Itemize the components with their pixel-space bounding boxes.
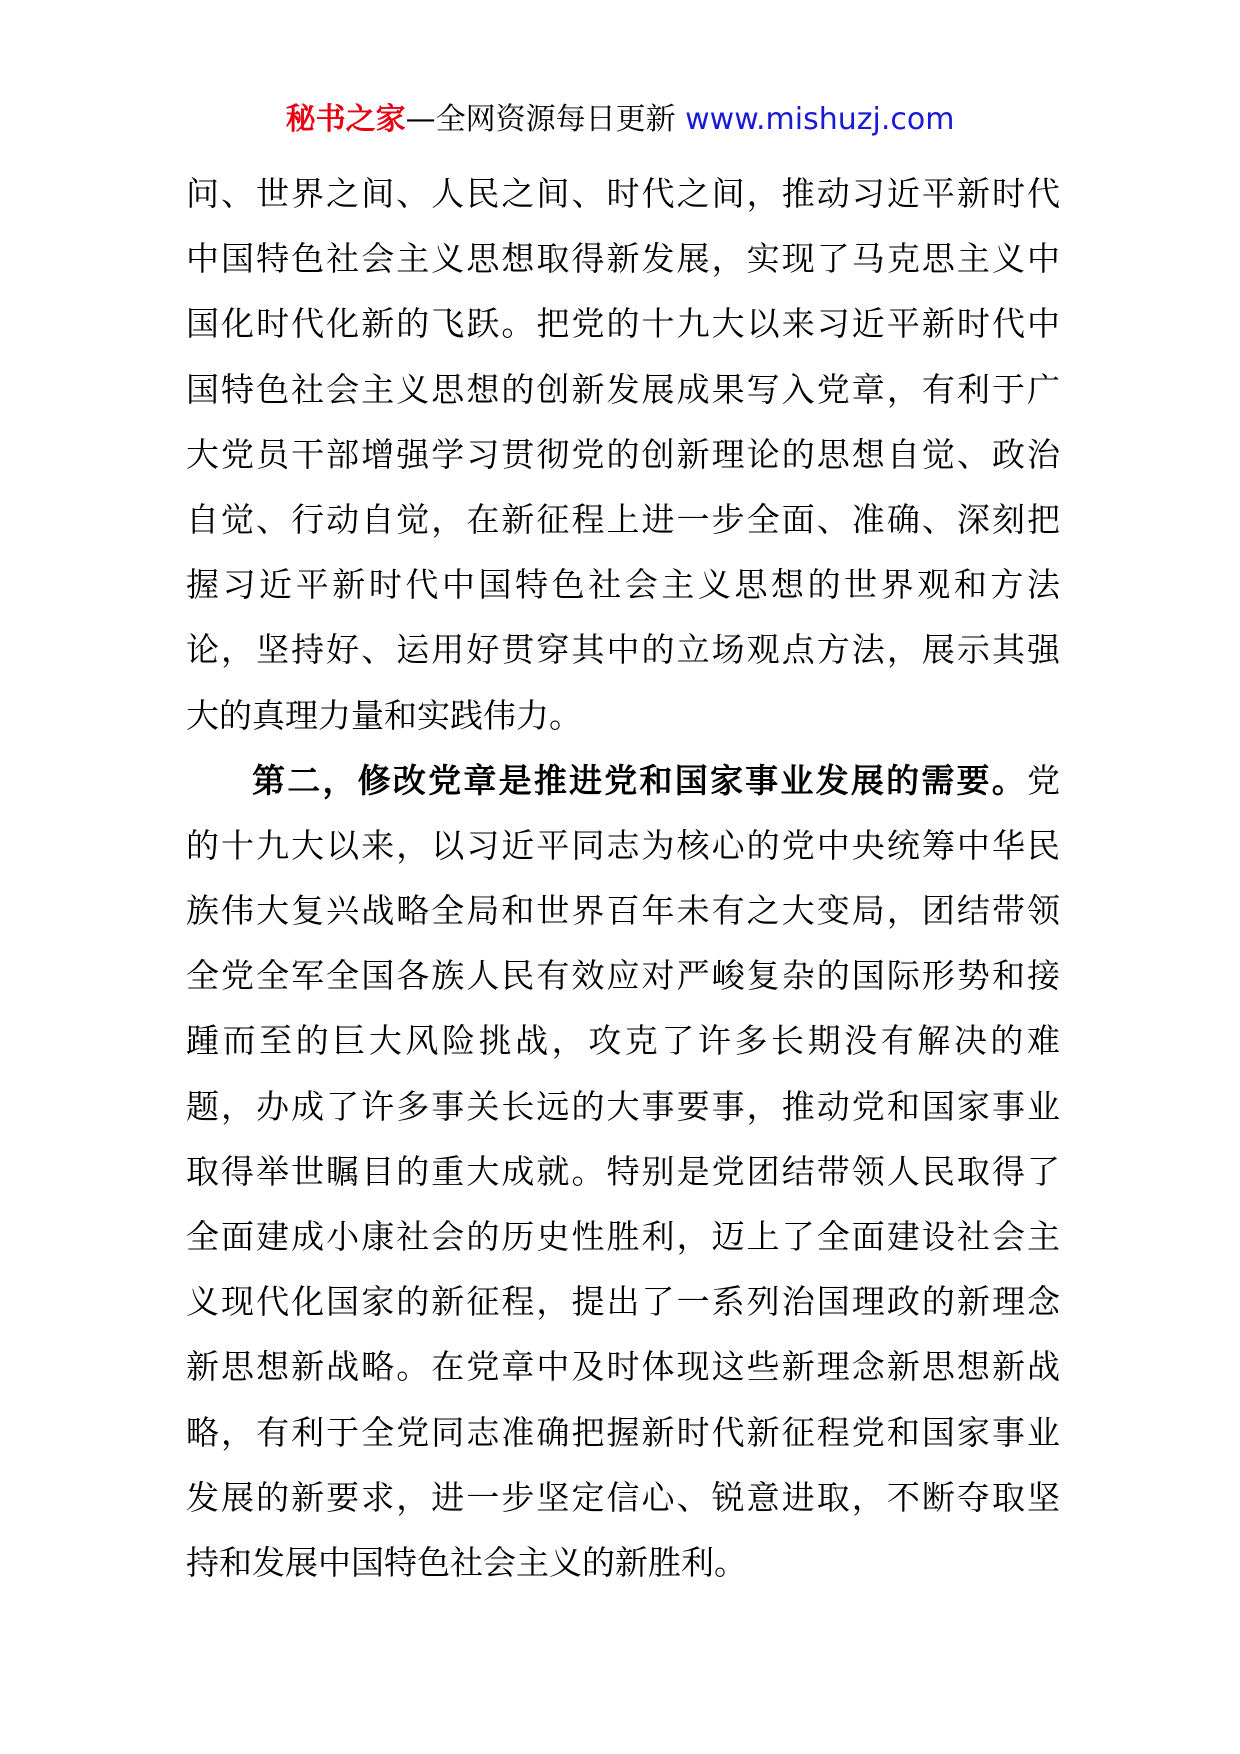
text-line: 族伟大复兴战略全局和世界百年未有之大变局，团结带领 bbox=[186, 891, 1060, 931]
text-line: 握习近平新时代中国特色社会主义思想的世界观和方法 bbox=[186, 565, 1060, 605]
text-line: 国化时代化新的飞跃。把党的十九大以来习近平新时代中 bbox=[186, 304, 1060, 344]
paragraph-1 bbox=[186, 161, 1060, 748]
text-line: 中国特色社会主义思想取得新发展，实现了马克思主义中 bbox=[186, 239, 1060, 279]
text-line: 大党员干部增强学习贯彻党的创新理论的思想自觉、政治 bbox=[186, 434, 1060, 474]
text-line: 发展的新要求，进一步坚定信心、锐意进取，不断夺取坚 bbox=[186, 1477, 1060, 1517]
text-line: 问、世界之间、人民之间、时代之间，推动习近平新时代 bbox=[186, 174, 1060, 213]
text-line: 论，坚持好、运用好贯穿其中的立场观点方法，展示其强 bbox=[186, 630, 1060, 670]
text-line: 的十九大以来，以习近平同志为核心的党中央统筹中华民 bbox=[186, 825, 1060, 865]
text-line: 国特色社会主义思想的创新发展成果写入党章，有利于广 bbox=[186, 369, 1060, 409]
text-line: 持和发展中国特色社会主义的新胜利。 bbox=[186, 1542, 747, 1582]
text-line: 略，有利于全党同志准确把握新时代新征程党和国家事业 bbox=[186, 1412, 1060, 1452]
site-url-link[interactable]: www.mishuzj.com bbox=[685, 102, 955, 137]
paragraph-2 bbox=[186, 748, 1060, 1595]
paragraph-heading-line bbox=[186, 748, 1060, 813]
text-line: 义现代化国家的新征程，提出了一系列治国理政的新理念 bbox=[186, 1282, 1060, 1322]
text-line: 踵而至的巨大风险挑战，攻克了许多长期没有解决的难 bbox=[186, 1021, 1060, 1061]
section-heading: 第二，修改党章是推进党和国家事业发展的需要。 bbox=[252, 760, 1027, 800]
text-line: 取得举世瞩目的重大成就。特别是党团结带领人民取得了 bbox=[186, 1151, 1060, 1191]
text-line: 全面建成小康社会的历史性胜利，迈上了全面建设社会主 bbox=[186, 1217, 1060, 1256]
site-header bbox=[0, 100, 1240, 140]
site-brand: 秘书之家 bbox=[285, 102, 406, 137]
text-line: 新思想新战略。在党章中及时体现这些新理念新思想新战 bbox=[186, 1347, 1060, 1387]
text-line: 题，办成了许多事关长远的大事要事，推动党和国家事业 bbox=[186, 1086, 1060, 1126]
text-line: 自觉、行动自觉，在新征程上进一步全面、准确、深刻把 bbox=[186, 499, 1060, 539]
text-line: 大的真理力量和实践伟力。 bbox=[186, 695, 582, 735]
text-line: 全党全军全国各族人民有效应对严峻复杂的国际形势和接 bbox=[186, 956, 1060, 996]
site-tagline: —全网资源每日更新 bbox=[405, 102, 676, 137]
document-body bbox=[186, 161, 1060, 1595]
text-run: 党 bbox=[1027, 760, 1060, 800]
